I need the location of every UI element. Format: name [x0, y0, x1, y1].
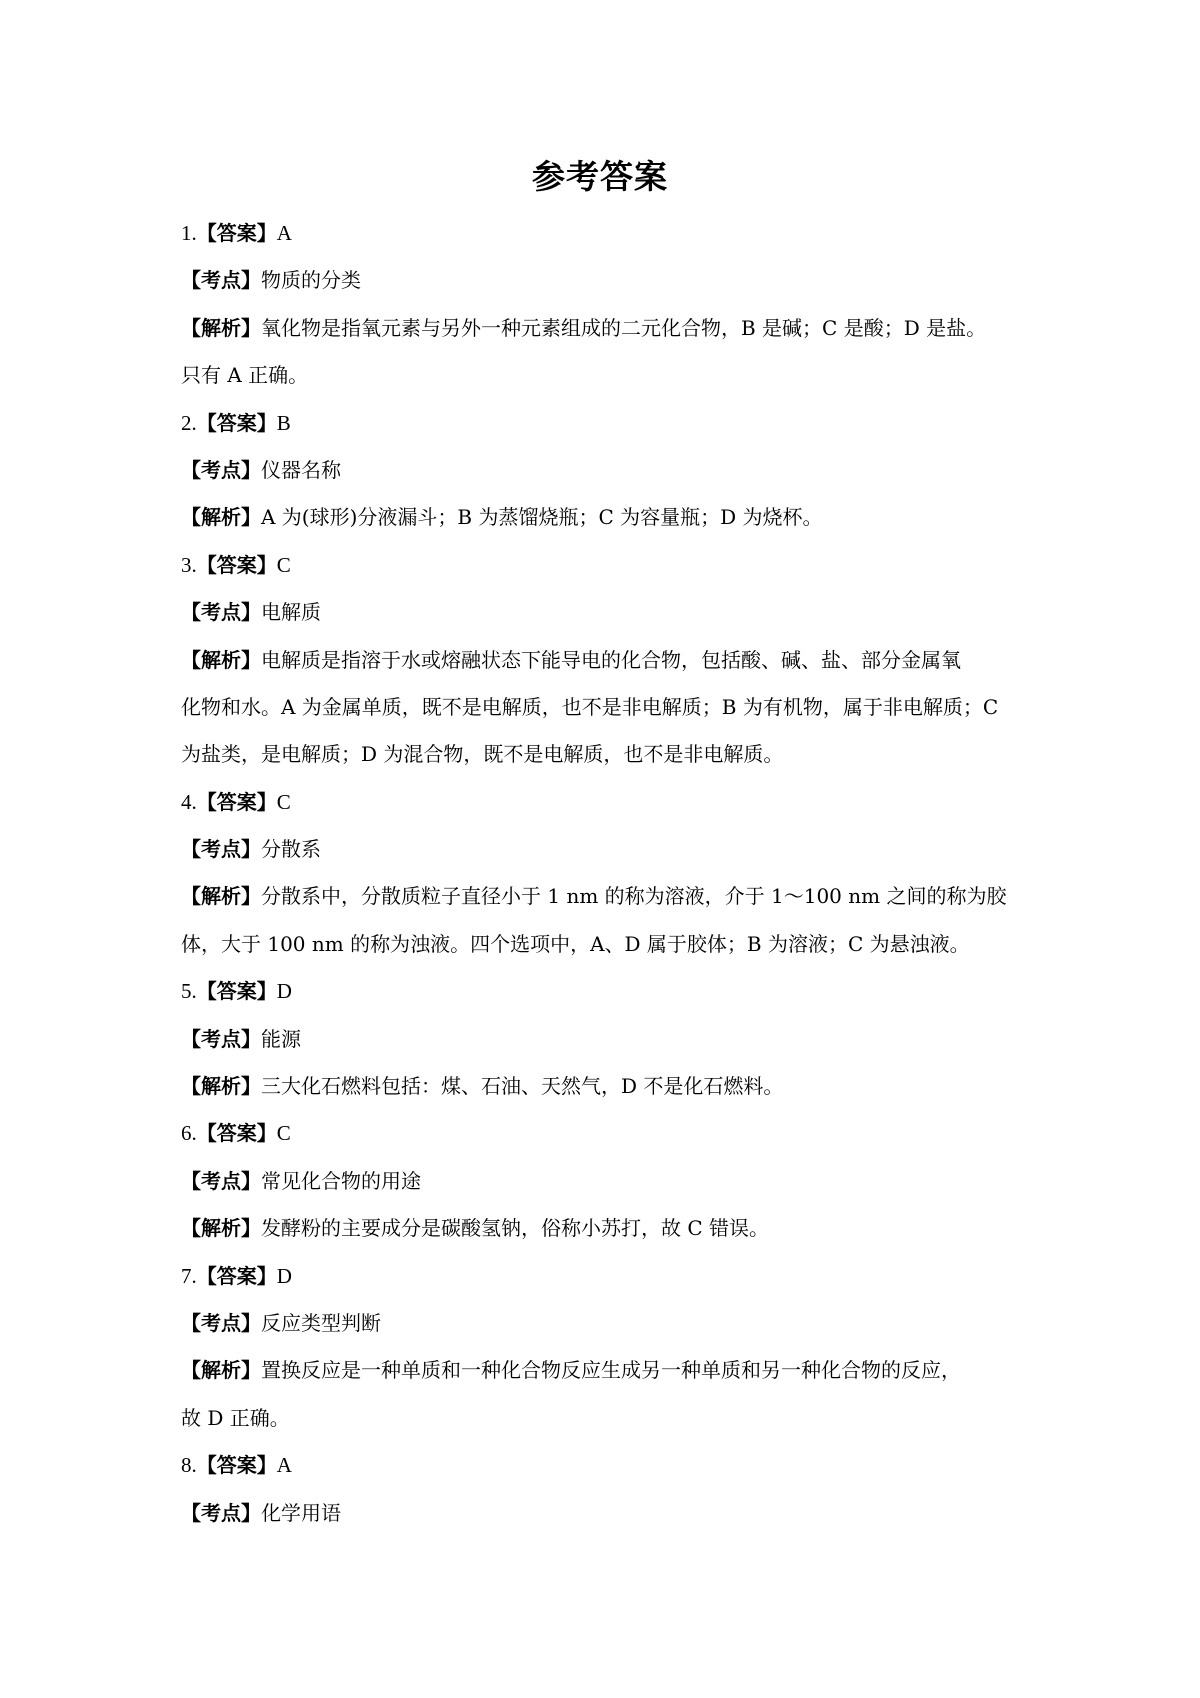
analysis-line: [181, 305, 1041, 352]
page-title: 参考答案: [532, 157, 668, 196]
analysis-continuation-line: [181, 921, 1041, 968]
analysis-continuation-line: [181, 1395, 1041, 1442]
analysis-text: 三大化石燃料包括：煤、石油、天然气，D 不是化石燃料。: [261, 1074, 784, 1099]
answer-line: [181, 968, 1041, 1015]
answer-line: [181, 1110, 1041, 1157]
analysis-text: A 为(球形)分液漏斗；B 为蒸馏烧瓶；C 为容量瓶；D 为烧杯。: [261, 505, 823, 530]
question-number: 8.: [181, 1453, 197, 1478]
topic-text: 能源: [261, 1026, 301, 1051]
topic-text: 化学用语: [261, 1500, 341, 1525]
question-number: 5.: [181, 979, 197, 1004]
analysis-text: 电解质是指溶于水或熔融状态下能导电的化合物，包括酸、碱、盐、部分金属氧: [261, 647, 961, 672]
answer-line: [181, 400, 1041, 447]
topic-tag: 【考点】: [181, 837, 261, 862]
answer-line: [181, 210, 1041, 257]
analysis-text: 氧化物是指氧元素与另外一种元素组成的二元化合物，B 是碱；C 是酸；D 是盐。: [261, 315, 987, 340]
analysis-line: [181, 1063, 1041, 1110]
analysis-text: 化物和水。A 为金属单质，既不是电解质，也不是非电解质；B 为有机物，属于非电解质；C: [181, 694, 999, 719]
analysis-line: [181, 494, 1041, 541]
topic-tag: 【考点】: [181, 457, 261, 482]
answer-tag: 【答案】: [196, 410, 277, 435]
answer-value: B: [276, 410, 291, 435]
analysis-text: 只有 A 正确。: [181, 363, 309, 388]
answer-tag: 【答案】: [196, 1121, 277, 1146]
analysis-text: 发酵粉的主要成分是碳酸氢钠，俗称小苏打，故 C 错误。: [261, 1216, 770, 1241]
question-number: 2.: [181, 410, 197, 435]
analysis-text: 分散系中，分散质粒子直径小于 1 nm 的称为溶液，介于 1～100 nm 之间的称为胶: [261, 884, 1007, 909]
topic-line: [181, 447, 1041, 494]
topic-text: 反应类型判断: [261, 1310, 381, 1335]
topic-text: 分散系: [261, 837, 321, 862]
answer-list: [181, 210, 1041, 1537]
analysis-text: 为盐类，是电解质；D 为混合物，既不是电解质，也不是非电解质。: [181, 742, 784, 767]
analysis-tag: 【解析】: [181, 1358, 261, 1383]
answer-tag: 【答案】: [196, 221, 277, 245]
topic-tag: 【考点】: [181, 1026, 261, 1051]
analysis-continuation-line: [181, 684, 1041, 731]
analysis-tag: 【解析】: [181, 505, 261, 530]
answer-value: A: [276, 221, 292, 245]
analysis-line: [181, 873, 1041, 920]
topic-line: [181, 589, 1041, 636]
topic-text: 电解质: [261, 600, 321, 625]
topic-line: [181, 1016, 1041, 1063]
question-number: 7.: [181, 1263, 197, 1288]
topic-line: [181, 826, 1041, 873]
analysis-tag: 【解析】: [181, 884, 261, 909]
analysis-text: 故 D 正确。: [181, 1405, 290, 1430]
question-number: 6.: [181, 1121, 197, 1146]
answer-line: [181, 542, 1041, 589]
topic-line: [181, 1490, 1041, 1537]
topic-line: [181, 1300, 1041, 1347]
question-number: 1.: [181, 221, 197, 245]
analysis-tag: 【解析】: [181, 315, 261, 340]
analysis-text: 体，大于 100 nm 的称为浊液。四个选项中，A、D 属于胶体；B 为溶液；C 为悬浊液。: [181, 931, 970, 956]
answer-line: [181, 1442, 1041, 1489]
analysis-tag: 【解析】: [181, 647, 261, 672]
analysis-line: [181, 1347, 1041, 1394]
topic-tag: 【考点】: [181, 1310, 261, 1335]
answer-line: [181, 1253, 1041, 1300]
answer-tag: 【答案】: [196, 552, 277, 577]
analysis-line: [181, 637, 1041, 684]
analysis-line: [181, 1205, 1041, 1252]
answer-value: C: [276, 552, 291, 577]
topic-text: 常见化合物的用途: [261, 1168, 421, 1193]
answer-tag: 【答案】: [196, 789, 277, 814]
topic-line: [181, 1158, 1041, 1205]
answer-tag: 【答案】: [196, 979, 277, 1004]
topic-line: [181, 257, 1041, 304]
topic-text: 仪器名称: [261, 457, 341, 482]
analysis-tag: 【解析】: [181, 1216, 261, 1241]
analysis-tag: 【解析】: [181, 1074, 261, 1099]
answer-value: A: [276, 1453, 292, 1478]
topic-text: 物质的分类: [261, 268, 361, 293]
answer-value: D: [276, 1263, 292, 1288]
answer-tag: 【答案】: [196, 1453, 277, 1478]
analysis-continuation-line: [181, 352, 1041, 399]
topic-tag: 【考点】: [181, 1500, 261, 1525]
answer-value: C: [276, 789, 291, 814]
question-number: 4.: [181, 789, 197, 814]
analysis-continuation-line: [181, 731, 1041, 778]
answer-tag: 【答案】: [196, 1263, 277, 1288]
answer-value: C: [276, 1121, 291, 1146]
topic-tag: 【考点】: [181, 268, 261, 293]
topic-tag: 【考点】: [181, 600, 261, 625]
answer-line: [181, 779, 1041, 826]
question-number: 3.: [181, 552, 197, 577]
answer-value: D: [276, 979, 292, 1004]
analysis-text: 置换反应是一种单质和一种化合物反应生成另一种单质和另一种化合物的反应，: [261, 1358, 961, 1383]
topic-tag: 【考点】: [181, 1168, 261, 1193]
